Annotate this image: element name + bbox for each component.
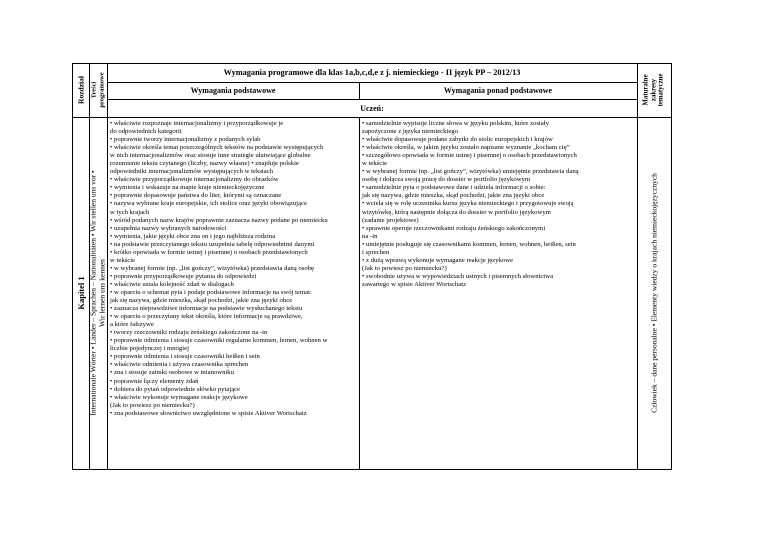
requirement-line: • właściwie przyporządkowuje internacjonalizmy do obrazków [110, 176, 279, 184]
chapter-label: Kapitel 1 [75, 276, 86, 310]
requirement-line: • zaznacza nieprawdziwe informacje na podstawie wysłuchanego tekstu [110, 305, 303, 313]
uczen-row-divider [72, 117, 671, 118]
requirement-line: (Jak to powiesz po niemiecku?) [110, 401, 195, 409]
table-bottom-border [72, 469, 671, 470]
uczen-label: Uczeń: [360, 103, 384, 113]
header-rozdzial: Rozdział [76, 76, 85, 104]
requirement-line: • właściwie ustala kolejność zdań w dialogach [110, 280, 234, 288]
requirement-line: • poprawnie odmienia i stosuje czasowniki regularne kommen, lernen, wohnen w [110, 337, 328, 345]
requirement-line: a które fałszywe [110, 321, 154, 329]
content-cell [89, 117, 107, 469]
requirement-line: • właściwie odmienia i używa czasownika sprechen [110, 361, 249, 369]
basic-requirements-cell [110, 120, 358, 468]
requirement-line: • umiejętnie posługuje się czasownikami kommen, lernen, wohnen, heißen, sein [362, 240, 576, 248]
requirement-line: rozumienie tekstu czytanego (liczby, nazwy własne) • znajduje polskie [110, 160, 299, 168]
requirement-line: • poprawnie dopasowuje państwa do liter, którymi są oznaczane [110, 192, 282, 200]
basic-requirements-heading: Wymagania podstawowe [190, 86, 276, 95]
chapter-cell [72, 117, 89, 469]
requirement-line: • wymienia, jakie języki obce zna on i jego najbliższa rodzina [110, 232, 276, 240]
requirement-line: liczbie pojedynczej i mnogiej [110, 345, 189, 353]
requirement-line: jak się nazywa, gdzie mieszka, skąd pochodzi, jakie zna języki obce [362, 192, 545, 200]
requirement-line: • poprawnie odmienia i stosuje czasowniki heißen i sein [110, 353, 260, 361]
content-topics [90, 170, 107, 415]
requirement-line: wizytówkę, którą następnie dołącza do dossier w portfolio językowym [362, 208, 551, 216]
requirement-line: • samodzielnie pyta o podstawowe dane i udziela informacji o sobie: [362, 184, 546, 192]
requirement-line: (Jak to powiesz po niemiecku?) [362, 264, 447, 272]
requirement-line: • swobodnie używa w wypowiedziach ustnych i pisemnych słownictwa [362, 272, 554, 280]
requirement-line: • właściwie rozpoznaje internacjonalizmy i przyporządkowuje je [110, 120, 284, 127]
requirement-line: • wciela się w rolę uczestnika kursu języka niemieckiego i przygotowuje swoją [362, 200, 574, 208]
header-tresci-cell [89, 63, 107, 117]
header-tresci: Treści programowe [90, 72, 105, 108]
extended-requirements-list [362, 120, 636, 289]
table-right-border [671, 63, 672, 470]
requirement-line: osobę i dołącza swoją pracę do dossier w portfolio językowym [362, 176, 531, 184]
requirement-line: • właściwie wykonuje wymagane reakcje językowe [110, 393, 248, 401]
requirement-line: • z dużą wprawą wykonuje wymagane reakcje językowe [362, 256, 514, 264]
requirement-line: • w oparciu o przeczytany tekst określa, które informacje są prawdziwe, [110, 313, 303, 321]
requirement-line: • poprawnie łączy elementy zdań [110, 377, 199, 385]
header-maturalne-cell [637, 63, 671, 117]
requirement-line: • tworzy rzeczowniki rodzaju żeńskiego zakończone na -in [110, 329, 268, 337]
content-column-divider [107, 63, 108, 470]
thematic-cell [637, 117, 671, 469]
requirement-line: • właściwie określa, w jakim języku zostało napisane wyznanie „kocham cię” [362, 144, 570, 152]
requirement-line: • właściwie określa temat poszczególnych tekstów na podstawie występujących [110, 144, 324, 152]
requirement-line: zapożyczone z języka niemieckiego [362, 128, 458, 136]
content-topics-line-1: Internationale Wörter • Länder – Sprachen – Nationalitäten • Wir stellen uns vor • [88, 170, 98, 416]
requirement-line: • szczegółowo opowiada w formie ustnej i pisemnej o osobach przedstawionych [362, 152, 577, 160]
requirement-line: w tekście [110, 256, 136, 264]
requirement-line: (zadanie projektowe) [362, 216, 419, 224]
requirement-line: • dobiera do pytań odpowiednie słówko pytające [110, 385, 241, 393]
content-topics-line-2: Wir lernen uns kennen [97, 259, 106, 327]
requirement-line: • poprawnie tworzy internacjonalizmy z podanych sylab [110, 136, 261, 144]
requirement-line: • sprawnie operuje rzeczownikami rodzaju żeńskiego zakończonymi [362, 224, 546, 232]
requirement-line: zawartego w spisie Aktiver Wortschatz [362, 280, 467, 288]
requirement-line: • nazywa wybrane kraje europejskie, ich stolice oraz języki obowiązujące [110, 200, 307, 208]
requirement-line: • w wybranej formie (np. „list gończy”, wizytówka) umiejętnie przedstawia daną [362, 168, 579, 176]
requirement-line: w tekście [362, 160, 388, 168]
requirement-line: jak się nazywa, gdzie mieszka, skąd pochodzi, jakie zna języki obce [110, 297, 293, 305]
page-title: Wymagania programowe dla klas 1a,b,c,d,e z j. niemieckiego - II język PP – 2012/13 [223, 68, 521, 77]
header-rozdzial-cell [72, 63, 89, 117]
requirement-line: • w wybranej formie (np. „list gończy”, wizytówka) przedstawia daną osobę [110, 264, 315, 272]
requirement-line: na -in [362, 232, 378, 240]
requirement-line: • zna i stosuje zaimki osobowe w mianowniku [110, 369, 234, 377]
requirements-column-divider-body [359, 117, 360, 469]
requirement-line: • właściwie dopasowuje podane zabytki do stolic europejskich i krajów [362, 136, 553, 144]
requirement-line: • wymienia i wskazuje na mapie kraje niemieckojęzyczne [110, 184, 265, 192]
requirement-line: • samodzielnie wypisuje liczne słowa w języku polskim, które zostały [362, 120, 549, 127]
requirement-line: • poprawnie przyporządkowuje pytania do odpowiedzi [110, 272, 257, 280]
extended-requirements-heading: Wymagania ponad podstawowe [443, 86, 553, 95]
header-maturalne: Maturalne zakresy tematyczne [642, 73, 665, 107]
thematic-scope: Człowiek – dane personalne • Elementy wiedzy o krajach niemieckojęzycznych [649, 173, 659, 413]
basic-requirements-list [110, 120, 358, 418]
requirement-line: do odpowiednich kategorii [110, 128, 182, 136]
requirement-line: • na podstawie przeczytanego tekstu uzupełnia tabelę odpowiednimi danymi [110, 240, 315, 248]
requirement-line: w tych krajach [110, 208, 150, 216]
requirement-line: • wśród podanych nazw krajów poprawnie zaznacza nazwy podane po niemiecku [110, 216, 328, 224]
requirement-line: odpowiedniki internacjonalizmów występujących w tekstach [110, 168, 274, 176]
requirement-line: w nich internacjonalizmów oraz stosuje inne strategie ułatwiające globalne [110, 152, 311, 160]
requirement-line: • zna podstawowe słownictwo uwzględnione w spisie Aktiver Wortschatz [110, 409, 307, 417]
requirement-line: i sprechen [362, 248, 390, 256]
requirement-line: • uzupełnia nazwy wybranych narodowości [110, 224, 227, 232]
requirement-line: • w oparciu o schemat pyta i podaje podstawowe informacje na swój temat: [110, 288, 312, 296]
extended-requirements-cell [362, 120, 636, 320]
requirement-line: • krótko opowiada w formie ustnej i pisemnej o osobach przedstawionych [110, 248, 308, 256]
